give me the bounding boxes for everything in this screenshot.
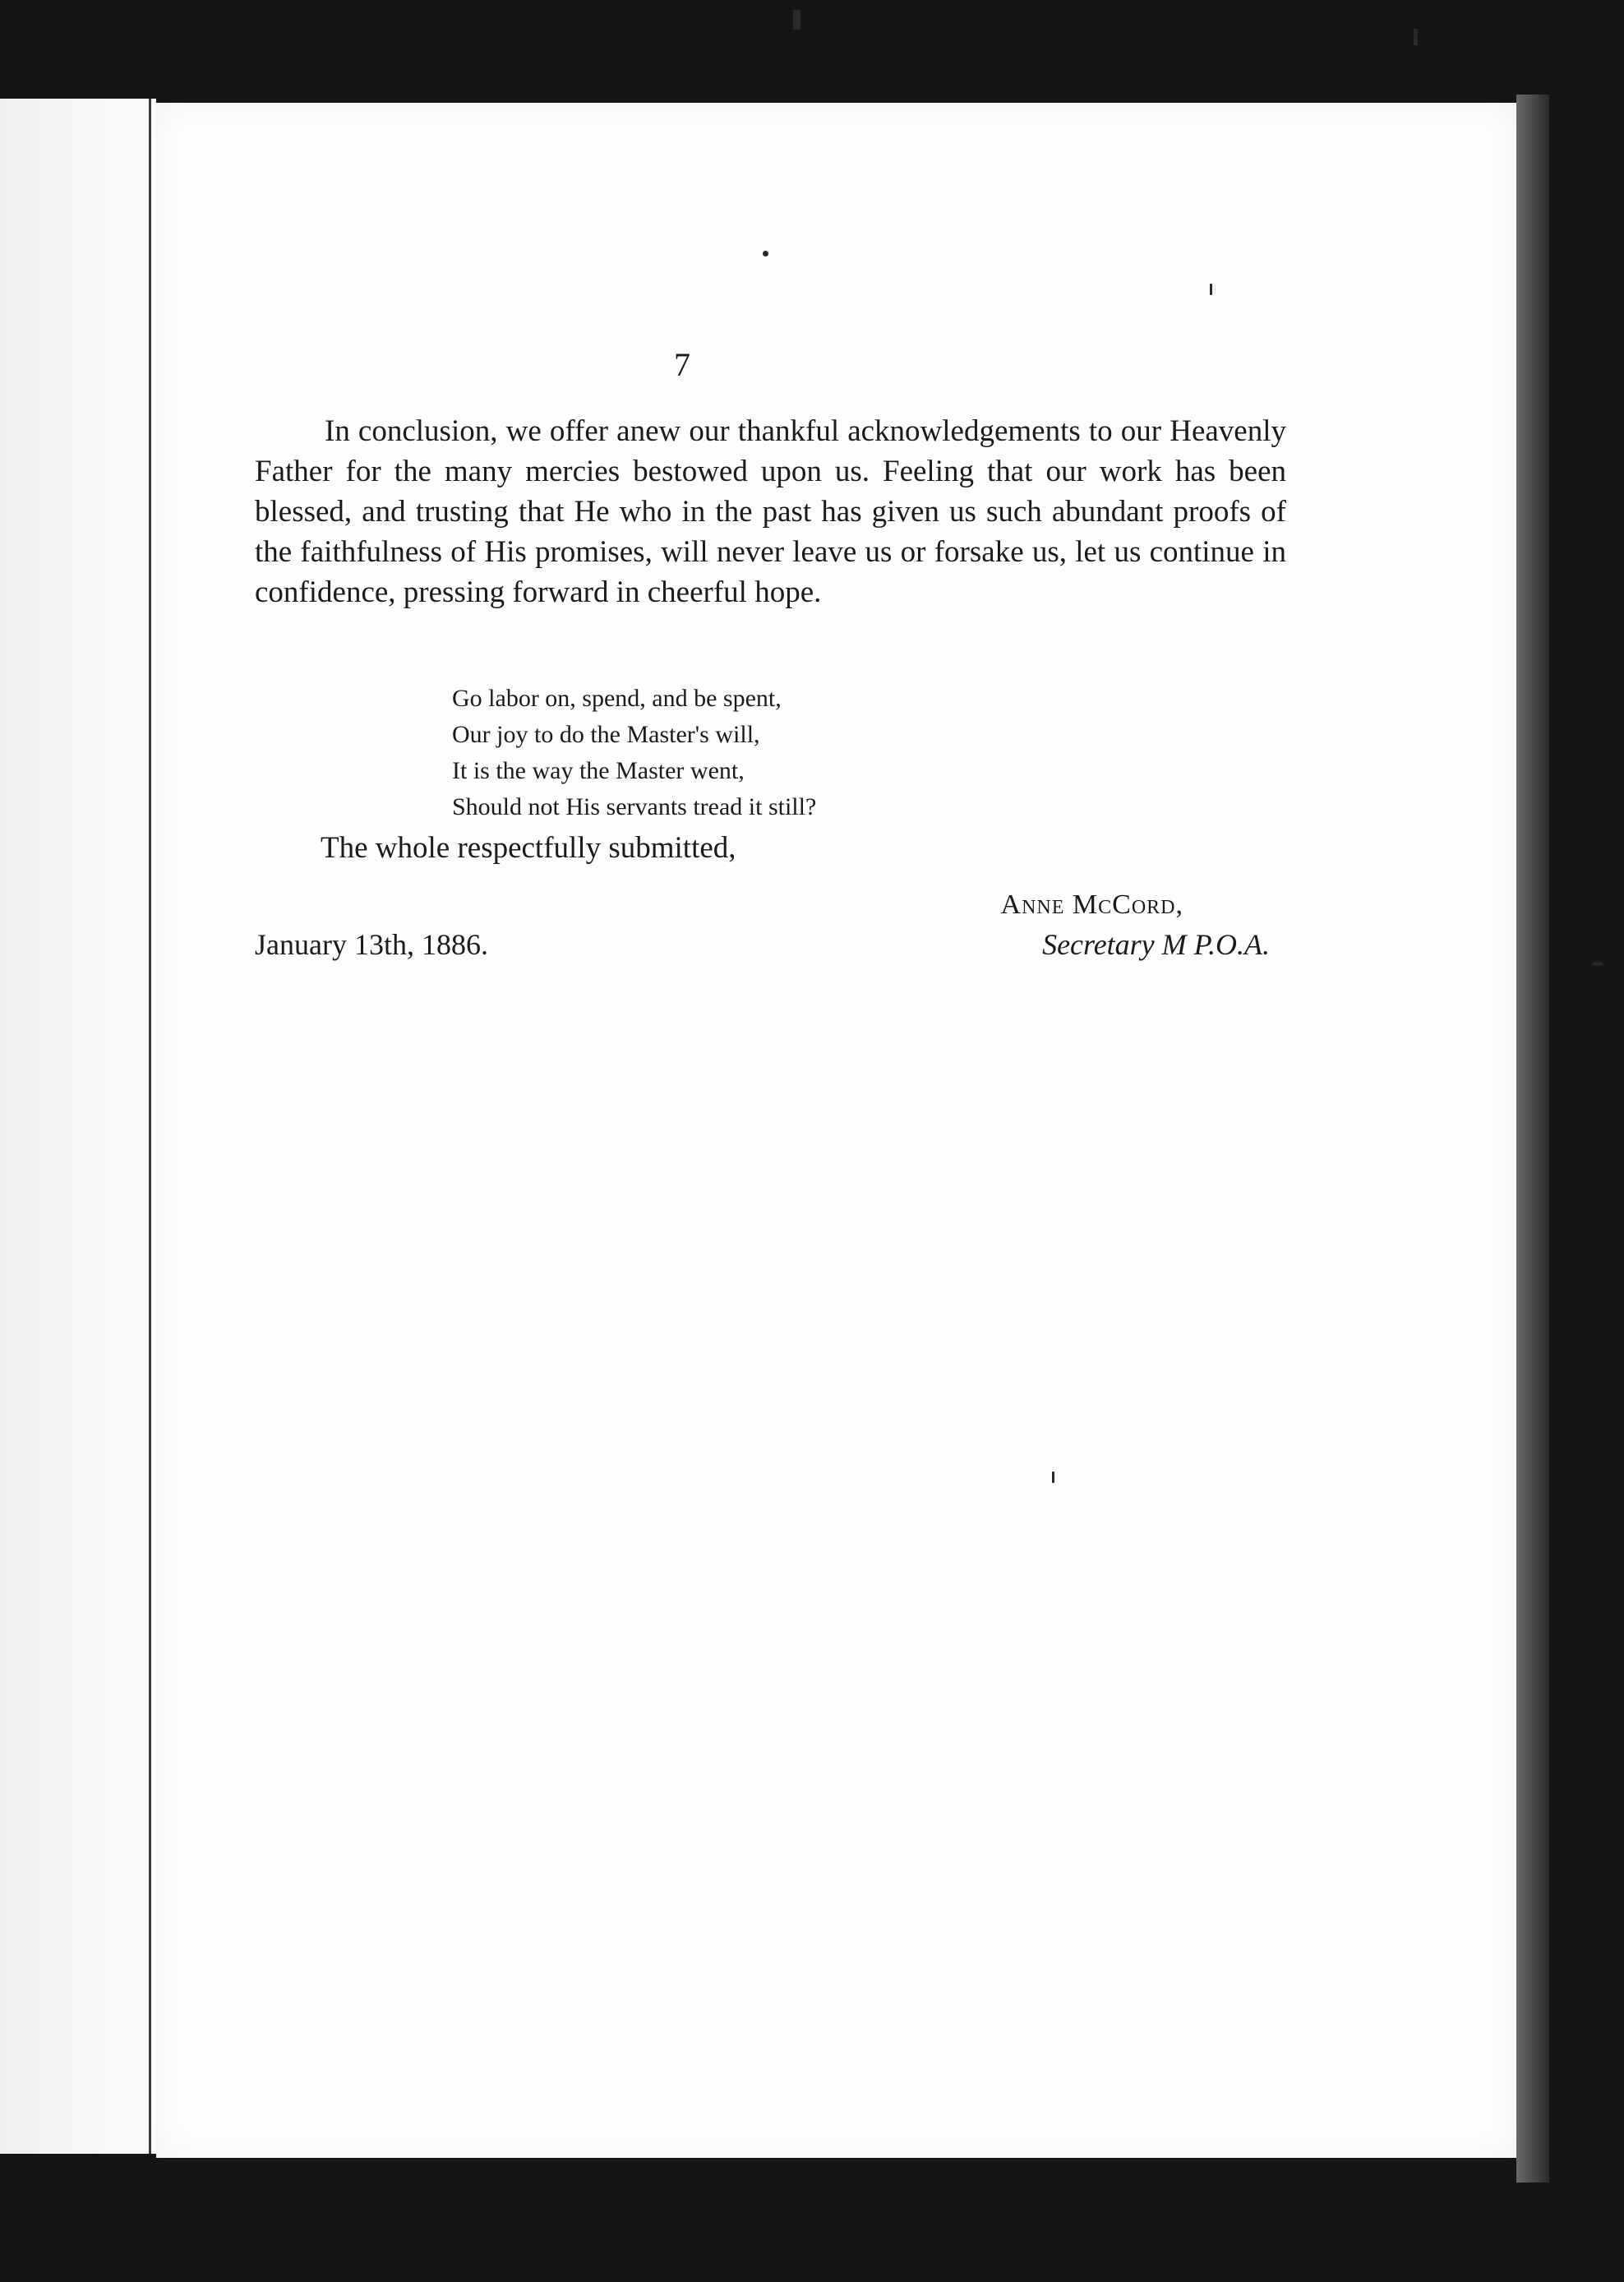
- poem-line: Go labor on, spend, and be spent,: [452, 685, 782, 712]
- signer-name: Anne McCord,: [1000, 889, 1183, 920]
- closing-line: The whole respectfully submitted,: [321, 831, 736, 865]
- signer-title: Secretary M P.O.A.: [1042, 928, 1270, 961]
- page-number: 7: [674, 346, 690, 383]
- poem-line: Should not His servants tread it still?: [452, 793, 817, 820]
- scan-speck: [763, 251, 768, 256]
- scan-speck: [1592, 962, 1603, 966]
- scan-speck: [1414, 29, 1418, 45]
- poem-quote: [452, 681, 816, 825]
- poem-line: It is the way the Master went,: [452, 757, 745, 784]
- gutter-line: [149, 99, 151, 2154]
- poem-line: Our joy to do the Master's will,: [452, 721, 760, 748]
- body-paragraph: In conclusion, we offer anew our thankful acknowledgements to our Heavenly Father for the many mercies bestowed upon us. Feeling that our work has been blessed, and trusting that He who in the past has given us such abundant proofs of the faithfulness of His promises, will never leave us or forsake us, let us continue in confidence, pressing forward in cheerful hope.: [255, 414, 1286, 609]
- page-edge-shadow: [1516, 95, 1549, 2183]
- document-date: January 13th, 1886.: [255, 928, 488, 961]
- facing-page-edge: [0, 99, 156, 2154]
- scan-speck: [1052, 1471, 1054, 1483]
- scan-speck: [793, 10, 800, 30]
- scan-speck: [1210, 284, 1212, 295]
